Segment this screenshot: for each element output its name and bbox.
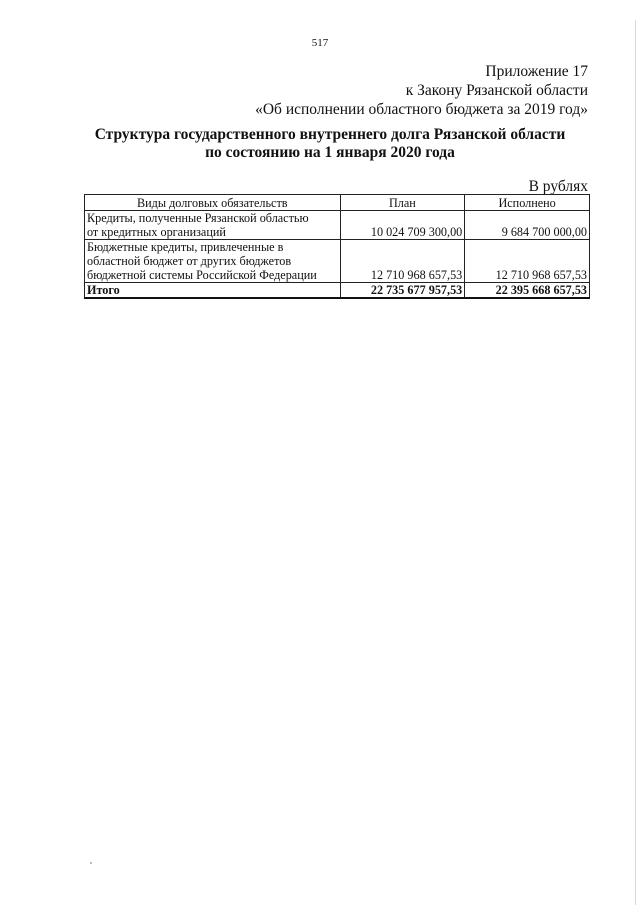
header-actual: Исполнено <box>465 195 590 211</box>
row-2-plan: 12 710 968 657,53 <box>340 240 465 283</box>
total-plan: 22 735 677 957,53 <box>340 283 465 299</box>
row-2-label-line-1: Бюджетные кредиты, привлеченные в <box>87 240 284 254</box>
page-number: 517 <box>311 37 329 49</box>
page-edge-shadow <box>635 20 636 905</box>
appendix-header <box>255 62 588 119</box>
debt-table <box>84 194 590 299</box>
appendix-line-2: к Закону Рязанской области <box>405 82 588 99</box>
title-line-1: Структура государственного внутреннего долга Рязанской области <box>94 126 566 143</box>
table-row <box>85 240 590 283</box>
units-label: В рублях <box>528 178 588 195</box>
header-plan: План <box>340 195 465 211</box>
table-row <box>85 211 590 240</box>
total-row <box>85 283 590 299</box>
row-1-plan: 10 024 709 300,00 <box>340 211 465 240</box>
appendix-line-1: Приложение 17 <box>485 63 588 80</box>
row-1-label-line-2: от кредитных организаций <box>87 225 226 239</box>
row-2-label-line-2: областной бюджет от других бюджетов <box>87 254 292 268</box>
row-2-label-line-3: бюджетной системы Российской Федерации <box>87 268 317 282</box>
scan-speck <box>90 862 92 864</box>
row-2-actual: 12 710 968 657,53 <box>465 240 590 283</box>
total-label: Итого <box>85 283 341 299</box>
document-title <box>60 126 600 162</box>
appendix-line-3: «Об исполнении областного бюджета за 2019 год» <box>255 101 588 118</box>
header-debt-type: Виды долговых обязательств <box>85 195 341 211</box>
row-1-label <box>85 211 341 240</box>
row-1-actual: 9 684 700 000,00 <box>465 211 590 240</box>
table-header-row <box>85 195 590 211</box>
row-1-label-line-1: Кредиты, полученные Рязанской областью <box>87 211 309 225</box>
total-actual: 22 395 668 657,53 <box>465 283 590 299</box>
title-line-2: по состоянию на 1 января 2020 года <box>205 144 455 161</box>
row-2-label <box>85 240 341 283</box>
